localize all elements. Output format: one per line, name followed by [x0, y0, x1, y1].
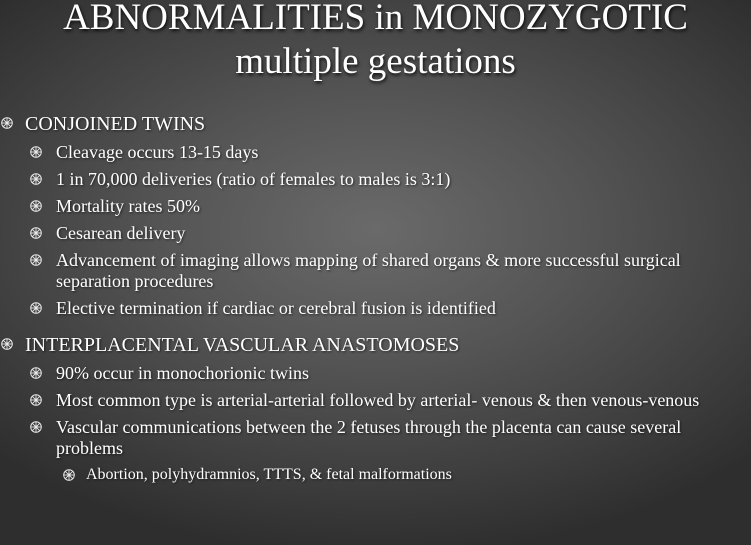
title-line-1: ABNORMALITIES in MONOZYGOTIC — [63, 0, 688, 38]
list-item — [0, 298, 751, 319]
flower-bullet-icon — [30, 394, 42, 406]
list-item-text: 90% occur in monochorionic twins — [56, 363, 309, 383]
sub-list-item — [0, 465, 751, 484]
flower-bullet-icon — [30, 146, 42, 158]
list-item — [0, 196, 751, 217]
section-heading-anastomoses — [0, 333, 751, 357]
flower-bullet-icon — [30, 227, 42, 239]
section-heading-text: INTERPLACENTAL VASCULAR ANASTOMOSES — [25, 334, 460, 356]
flower-bullet-icon — [1, 117, 13, 129]
list-item-text: Vascular communications between the 2 fetuses through the placenta can cause several problems — [56, 417, 682, 458]
list-item — [0, 169, 751, 190]
bullet-content — [0, 112, 751, 484]
sub-list-item-text: Abortion, polyhydramnios, TTTS, & fetal malformations — [86, 466, 452, 483]
list-item-text: Mortality rates 50% — [56, 196, 200, 216]
title-line-2: multiple gestations — [235, 41, 516, 82]
flower-bullet-icon — [30, 254, 42, 266]
slide-title — [0, 0, 751, 84]
list-item-text: Most common type is arterial-arterial followed by arterial- venous & then venous-venous — [56, 390, 700, 410]
list-item-text: Cesarean delivery — [56, 223, 186, 243]
list-item — [0, 417, 751, 459]
flower-bullet-icon — [30, 200, 42, 212]
list-item-text: 1 in 70,000 deliveries (ratio of females to males is 3:1) — [56, 169, 451, 189]
list-item — [0, 223, 751, 244]
list-item-text: Advancement of imaging allows mapping of shared organs & more successful surgical separation procedures — [56, 250, 681, 291]
list-item — [0, 390, 751, 411]
flower-bullet-icon — [63, 469, 75, 481]
flower-bullet-icon — [30, 367, 42, 379]
flower-bullet-icon — [1, 338, 13, 350]
flower-bullet-icon — [30, 302, 42, 314]
section-list — [0, 112, 751, 484]
flower-bullet-icon — [30, 173, 42, 185]
list-item-text: Elective termination if cardiac or cerebral fusion is identified — [56, 298, 496, 318]
section-heading-conjoined-twins — [0, 112, 751, 136]
section-heading-text: CONJOINED TWINS — [25, 113, 206, 135]
list-item — [0, 363, 751, 384]
list-item — [0, 250, 751, 292]
list-item — [0, 142, 751, 163]
flower-bullet-icon — [30, 421, 42, 433]
list-item-text: Cleavage occurs 13-15 days — [56, 142, 259, 162]
